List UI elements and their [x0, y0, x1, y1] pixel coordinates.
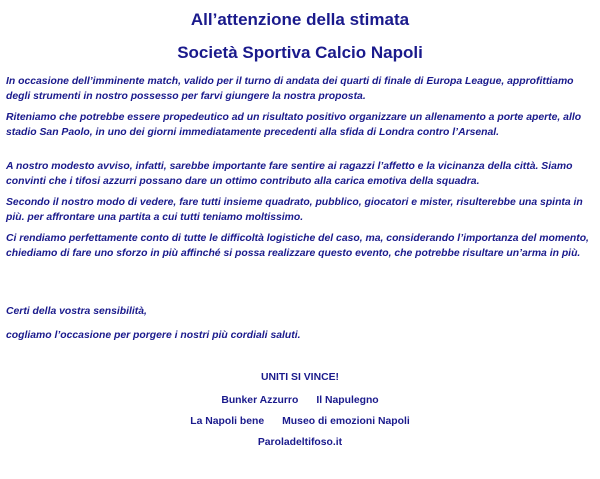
closing-line2: cogliamo l’occasione per porgere i nostri più cordiali saluti. — [6, 330, 301, 341]
paragraph-logistics: Ci rendiamo perfettamente conto di tutte le difficoltà logistiche del caso, ma, considerando l’importanza del momento, chiediamo di fare uno sforzo in più affinché si possa realizzare questo evento, che potrebbe risultare un’arma in più. — [6, 233, 589, 259]
paragraph-unity: Secondo il nostro modo di vedere, fare tutti insieme quadrato, pubblico, giocatori e mister, risulterebbe una spinta in più. per affrontare una partita a cui tutti teniamo moltissimo. — [6, 197, 583, 223]
signature-row2 — [0, 415, 600, 429]
signature-row1 — [0, 394, 600, 408]
signature-group-museo-emozioni: Museo di emozioni Napoli — [282, 416, 410, 427]
paragraph-occasion: In occasione dell’imminente match, valido per il turno di andata dei quarti di finale di Europa League, approfittiamo degli strumenti in nostro possesso per farvi giungere la nostra proposta. — [6, 76, 574, 102]
paragraph-proposal: Riteniamo che potrebbe essere propedeutico ad un risultato positivo organizzare un allenamento a porte aperte, allo stadio San Paolo, in uno dei giorni immediatamente precedenti alla sfida di Londra contro l’Arsenal. — [6, 112, 582, 138]
signature-site: Paroladeltifoso.it — [257, 437, 343, 448]
signature-group-la-napoli-bene: La Napoli bene — [190, 416, 265, 427]
signature-motto: UNITI SI VINCE! — [261, 372, 339, 383]
letter-title-line1: All’attenzione della stimata — [190, 10, 410, 29]
signature-group-bunker-azzurro: Bunker Azzurro — [221, 395, 299, 406]
letter-title-line2: Società Sportiva Calcio Napoli — [177, 43, 423, 62]
closing-line1: Certi della vostra sensibilità, — [6, 306, 147, 317]
paragraph-opinion: A nostro modesto avviso, infatti, sarebbe importante fare sentire ai ragazzi l’affetto e la vicinanza della città. Siamo convinti che i tifosi azzurri possano dare un ottimo contributo alla carica emotiva della squadra. — [6, 161, 573, 187]
signature-group-il-napulegno: Il Napulegno — [316, 395, 379, 406]
